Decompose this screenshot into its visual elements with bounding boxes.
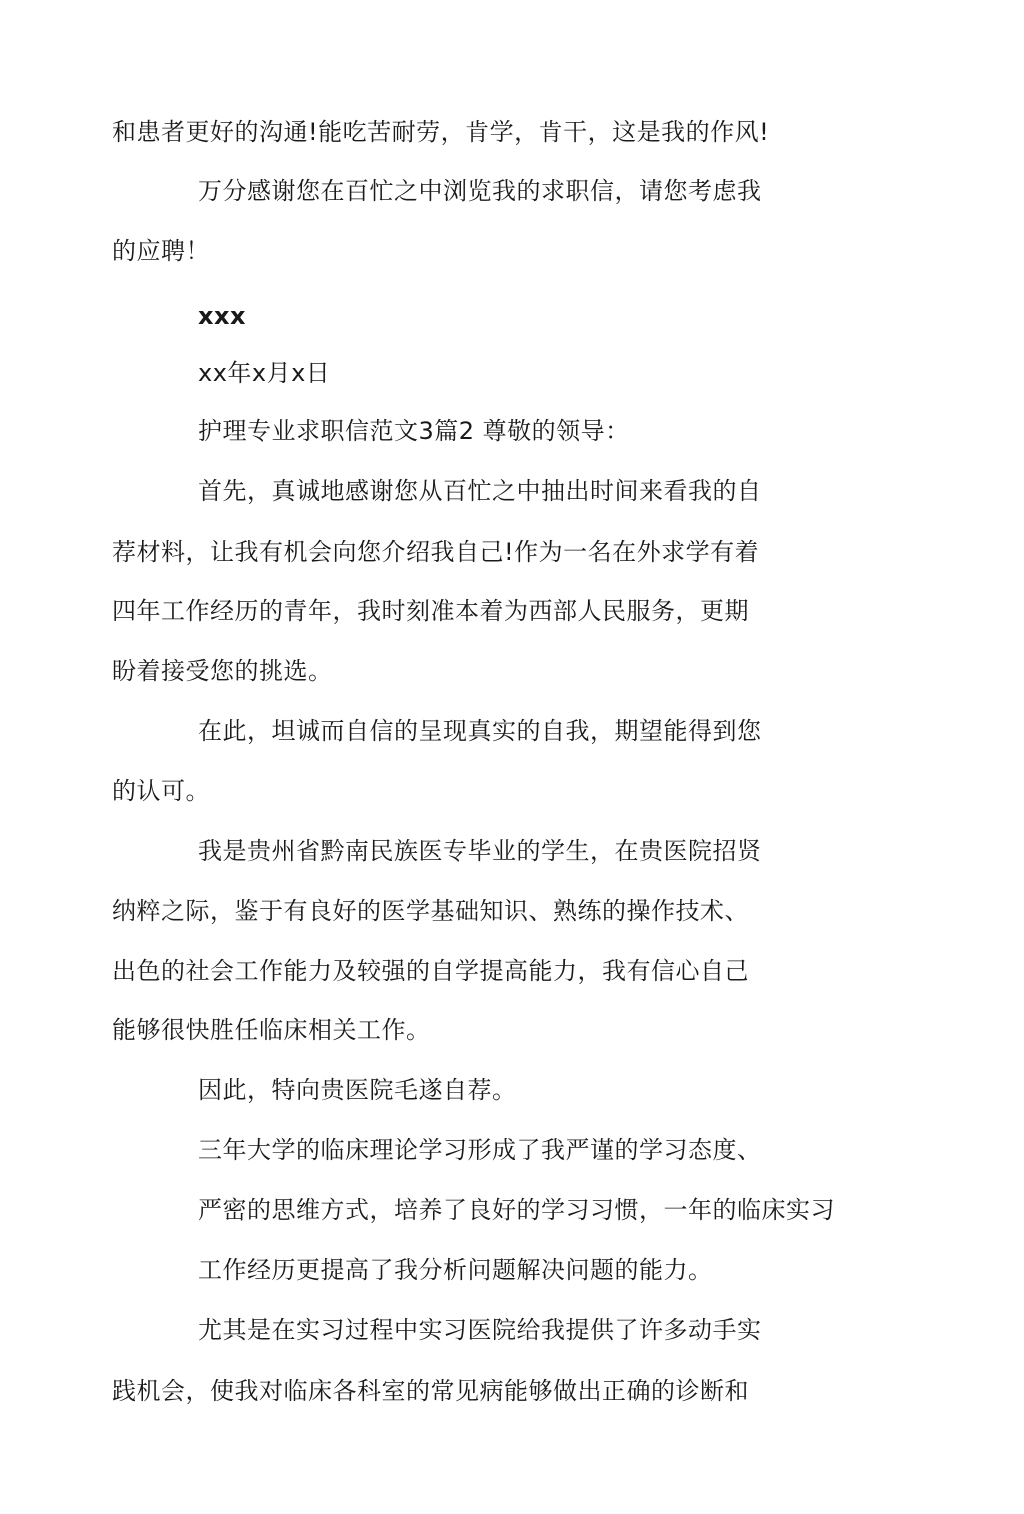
section-heading: 护理专业求职信范文3篇2 尊敬的领导：: [198, 417, 630, 445]
text-line: 尤其是在实习过程中实习医院给我提供了许多动手实: [198, 1316, 762, 1344]
text-line: 荐材料，让我有机会向您介绍我自己!作为一名在外求学有着: [112, 538, 760, 566]
text-line: 严密的思维方式，培养了良好的学习习惯，一年的临床实习: [198, 1196, 835, 1224]
signature-name: xxx: [198, 302, 246, 330]
text-line: 能够很快胜任临床相关工作。: [112, 1016, 431, 1044]
text-line: 三年大学的临床理论学习形成了我严谨的学习态度、: [198, 1136, 762, 1164]
text-line: 出色的社会工作能力及较强的自学提高能力，我有信心自己: [112, 957, 749, 985]
text-line: 和患者更好的沟通!能吃苦耐劳，肯学，肯干，这是我的作风!: [112, 118, 770, 146]
text-line: 四年工作经历的青年，我时刻准本着为西部人民服务，更期: [112, 597, 749, 625]
text-line: 在此，坦诚而自信的呈现真实的自我，期望能得到您: [198, 717, 762, 745]
signature-date: xx年x月x日: [198, 359, 331, 387]
text-line: 的认可。: [112, 777, 210, 805]
text-line: 万分感谢您在百忙之中浏览我的求职信，请您考虑我: [198, 177, 762, 205]
text-line: 工作经历更提高了我分析问题解决问题的能力。: [198, 1256, 713, 1284]
text-line: 首先，真诚地感谢您从百忙之中抽出时间来看我的自: [198, 477, 762, 505]
text-line: 我是贵州省黔南民族医专毕业的学生，在贵医院招贤: [198, 837, 762, 865]
text-line: 践机会，使我对临床各科室的常见病能够做出正确的诊断和: [112, 1377, 749, 1405]
text-line: 盼着接受您的挑选。: [112, 657, 333, 685]
text-line: 因此，特向贵医院毛遂自荐。: [198, 1076, 517, 1104]
text-line: 的应聘！: [112, 237, 210, 265]
text-line: 纳粹之际，鉴于有良好的医学基础知识、熟练的操作技术、: [112, 897, 749, 925]
